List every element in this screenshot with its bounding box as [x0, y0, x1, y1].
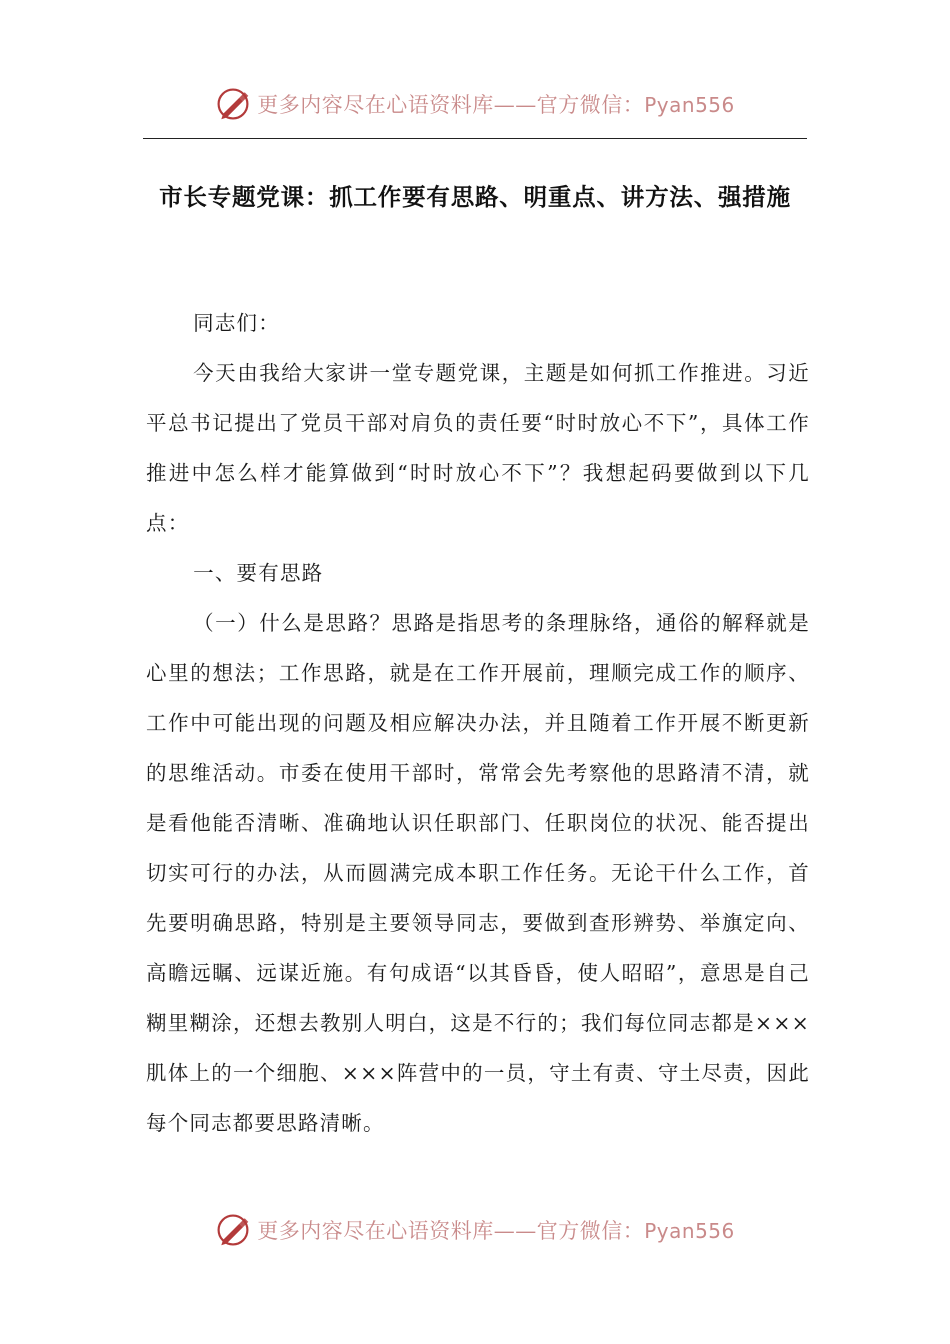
header-brand-name: 更多内容尽在心语资料库	[257, 93, 494, 117]
paragraph-salutation: 同志们：	[193, 311, 280, 335]
footer-wechat-id: Pyan556	[644, 1219, 735, 1243]
paragraph-section-1-1: （一）什么是思路？思路是指思考的条理脉络，通俗的解释就是心里的想法；工作思路，就是在工作开展前，理顺完成工作的顺序、工作中可能出现的问题及相应解决办法，并且随着工作开展不断更新的思维活动。市委在使用干部时，常常会先考察他的思路清不清，就是看他能否清晰、准确地认识任职部门、任职岗位的状况、能否提出切实可行的办法，从而圆满完成本职工作任务。无论干什么工作，首先要明确思路，特别是主要领导同志，要做到查形辨势、举旗定向、高瞻远瞩、远谋近施。有句成语“以其昏昏，使人昭昭”，意思是自己糊里糊涂，还想去教别人明白，这是不行的；我们每位同志都是×××肌体上的一个细胞、×××阵营中的一员，守土有责、守土尽责，因此每个同志都要思路清晰。	[146, 611, 810, 1135]
section-heading-1: 一、要有思路	[193, 561, 324, 585]
header-wechat-id: Pyan556	[644, 93, 735, 117]
pen-logo-icon	[215, 86, 251, 122]
footer-brand-dash: ——	[493, 1219, 537, 1243]
header-brand-dash: ——	[493, 93, 537, 117]
header-brand-text	[257, 89, 735, 119]
document-body	[146, 298, 810, 1148]
paragraph-intro: 今天由我给大家讲一堂专题党课，主题是如何抓工作推进。习近平总书记提出了党员干部对肩负的责任要“时时放心不下”，具体工作推进中怎么样才能算做到“时时放心不下”？我想起码要做到以下几点：	[146, 361, 810, 535]
footer-watermark	[0, 1208, 950, 1252]
footer-brand-text	[257, 1215, 735, 1245]
header-divider	[143, 138, 807, 139]
footer-brand-name: 更多内容尽在心语资料库	[257, 1219, 494, 1243]
header-watermark	[0, 82, 950, 126]
document-title: 市长专题党课：抓工作要有思路、明重点、讲方法、强措施	[159, 183, 791, 211]
footer-wechat-label: 官方微信：	[536, 1219, 645, 1243]
pen-logo-icon	[215, 1212, 251, 1248]
header-wechat-label: 官方微信：	[536, 93, 645, 117]
